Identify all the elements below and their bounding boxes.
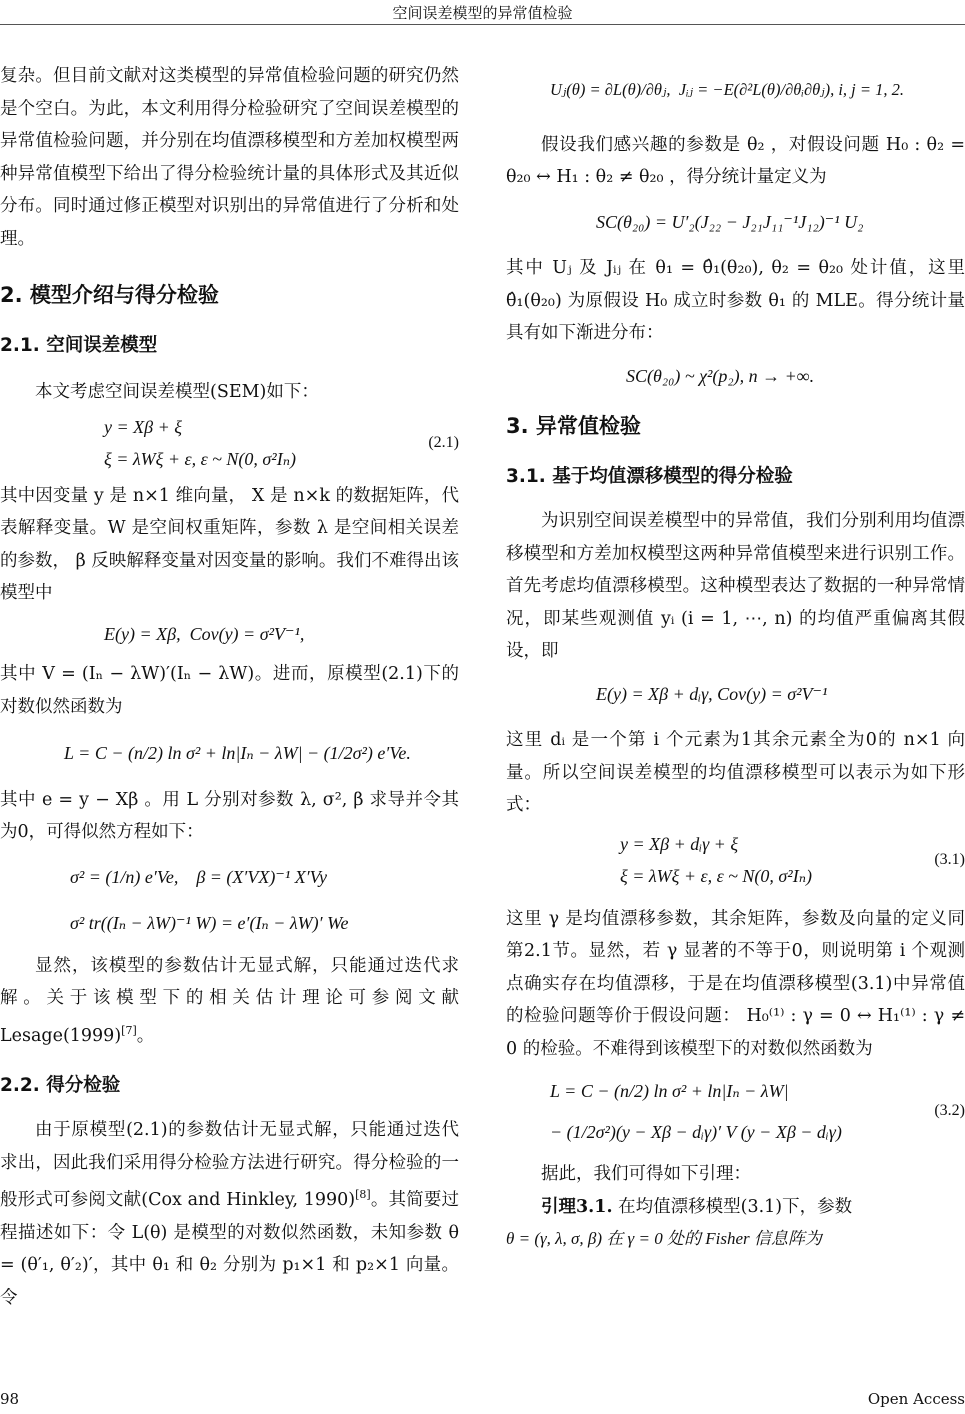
left-column [0,60,459,1314]
eq-loglik: L = C − (n/2) ln σ² + ln|Iₙ − λW| − (1/2σ²) e′Ve. [64,743,411,763]
gamma-paragraph: 这里 γ 是均值漂移参数，其余矩阵，参数及向量的定义同第2.1节。显然，若 γ 显著的不等于0，则说明第 i 个观测点确实存在均值漂移，于是在均值漂移模型(3.1)中异常值的检验问题等价于假设问题： H₀⁽¹⁾ : γ = 0 ↔ H₁⁽¹⁾ : γ ≠ 0 的检验。不难得到该模型下的对数似然函数为 [506,908,965,1059]
eq-score-statistic: SC(θ₂₀) = U′₂(J₂₂ − J₂₁J₁₁⁻¹J₁₂)⁻¹ U₂ [596,211,864,232]
section-3-heading: 3. 异常值检验 [506,414,641,438]
section-2-heading: 2. 模型介绍与得分检验 [0,283,219,307]
eq-mean-shift: E(y) = Xβ + dᵢγ, Cov(y) = σ²V⁻¹ [596,683,828,704]
section-2-1-heading: 2.1. 空间误差模型 [0,334,158,356]
eq-moments: E(y) = Xβ, Cov(y) = σ²V⁻¹, [104,623,305,644]
iterative-end: 。 [136,1025,155,1046]
evaluation-paragraph: 其中 Uⱼ 及 Jᵢⱼ 在 θ₁ = θ̂₁(θ₂₀), θ₂ = θ₂₀ 处计值，这里 θ̂₁(θ₂₀) 为原假设 H₀ 成立时参数 θ₁ 的 MLE。得分统计量具有如下渐进分布： [506,258,965,343]
eq-lik-2: σ² tr((Iₙ − λW)⁻¹ W) = e′(Iₙ − λW)′ We [70,913,349,933]
eq-U-J: Uⱼ(θ) = ∂L(θ)/∂θⱼ, Jᵢⱼ = −E(∂²L(θ)/∂θᵢ∂θⱼ), i, j = 1, 2. [550,80,905,99]
score-test-paragraph [0,1114,459,1314]
V-definition-paragraph: 其中 V = (Iₙ − λW)′(Iₙ − λW)。进而，原模型(2.1)下的对数似然函数为 [0,664,459,717]
running-header: 空间误差模型的异常值检验 [392,4,573,22]
lemma-text: 在均值漂移模型(3.1)下，参数 [618,1196,853,1217]
sem-intro: 本文考虑空间误差模型(SEM)如下： [35,382,319,402]
eq-3-2-line1: L = C − (n/2) ln σ² + ln|Iₙ − λW| [550,1081,789,1101]
citation-7: [7] [121,1023,137,1037]
eq-3-2-line2: − (1/2σ²)(y − Xβ − dᵢγ)′ V (y − Xβ − dᵢγ) [550,1121,842,1142]
eq-2-1-line1: y = Xβ + ξ [104,416,182,437]
e-definition-paragraph: 其中 e = y − Xβ 。用 L 分别对参数 λ, σ², β 求导并令其为0，可得似然方程如下： [0,789,459,842]
eq-fisher: θ = (γ, λ, σ, β) 在 γ = 0 处的 Fisher 信息阵为 [506,1229,822,1248]
intro-paragraph: 复杂。但目前文献对这类模型的异常值检验问题的研究仍然是个空白。为此，本文利用得分检验研究了空间误差模型的异常值检验问题，并分别在均值漂移模型和方差加权模型两种异常值模型下给出了得分检验统计量的具体形式及其近似分布。同时通过修正模型对识别出的异常值进行了分析和处理。 [0,66,459,249]
score-text: 由于原模型(2.1)的参数估计无显式解，只能通过迭代求出，因此我们采用得分检验方法进行研究。得分检验的一般形式可参阅文献(Cox and Hinkley, 1990) [0,1120,459,1211]
equation-3-2 [506,1075,965,1148]
page-number: 98 [0,1390,20,1408]
eq-3-1-line2: ξ = λWξ + ε, ε ~ N(0, σ²Iₙ) [620,866,812,886]
iterative-paragraph [0,950,459,1052]
lemma-intro: 据此，我们可得如下引理： [541,1164,751,1184]
lemma-label: 引理3.1. [541,1196,613,1217]
eq-2-1-number: (2.1) [428,433,459,451]
equation-3-1 [506,828,965,893]
right-column [506,62,965,1256]
score-text-end: 。其简要过程描述如下：令 L(θ) 是模型的对数似然函数，未知参数 θ = (θ′₁, θ′₂)′，其中 θ₁ 和 θ₂ 分别为 p₁×1 和 p₂×1 向量。令 [0,1190,459,1308]
variables-paragraph: 其中因变量 y 是 n×1 维向量， X 是 n×k 的数据矩阵，代表解释变量。W 是空间权重矩阵，参数 λ 是空间相关误差的参数， β 反映解释变量对因变量的影响。我们不难得出该模型中 [0,485,459,603]
publisher-label: Open Access [867,1390,965,1408]
di-definition-paragraph: 这里 dᵢ 是一个第 i 个元素为1其余元素全为0的 n×1 向量。所以空间误差模型的均值漂移模型可以表示为如下形式： [506,730,965,815]
iterative-text: 显然，该模型的参数估计无显式解，只能通过迭代求解。关于该模型下的相关估计理论可参阅文献Lesage(1999) [0,955,459,1046]
header-rule [0,24,965,25]
section-2-2-heading: 2.2. 得分检验 [0,1074,121,1096]
citation-8: [8] [355,1188,371,1202]
mean-shift-paragraph: 为识别空间误差模型中的异常值，我们分别利用均值漂移模型和方差加权模型这两种异常值模型来进行识别工作。首先考虑均值漂移模型。这种模型表达了数据的一种异常情况，即某些观测值 yᵢ (i = 1, ⋯, n) 的均值严重偏离其假设，即 [506,511,965,661]
lemma-3-1 [506,1191,965,1224]
equation-2-1 [0,411,459,476]
eq-2-1-line2: ξ = λWξ + ε, ε ~ N(0, σ²Iₙ) [104,449,296,469]
eq-lik-1: σ² = (1/n) e′Ve, β = (X′VX)⁻¹ X′Vy [70,866,328,887]
eq-3-1-number: (3.1) [934,850,965,868]
eq-3-2-number: (3.2) [934,1102,965,1120]
section-3-1-heading: 3.1. 基于均值漂移模型的得分检验 [506,465,793,487]
eq-3-1-line1: y = Xβ + dᵢγ + ξ [620,833,739,854]
eq-asymptotic: SC(θ₂₀) ~ χ²(p₂), n → +∞. [626,365,815,386]
hypothesis-paragraph: 假设我们感兴趣的参数是 θ₂ ，对假设问题 H₀ : θ₂ = θ₂₀ ↔ H₁ : θ₂ ≠ θ₂₀ ，得分统计量定义为 [506,134,965,187]
